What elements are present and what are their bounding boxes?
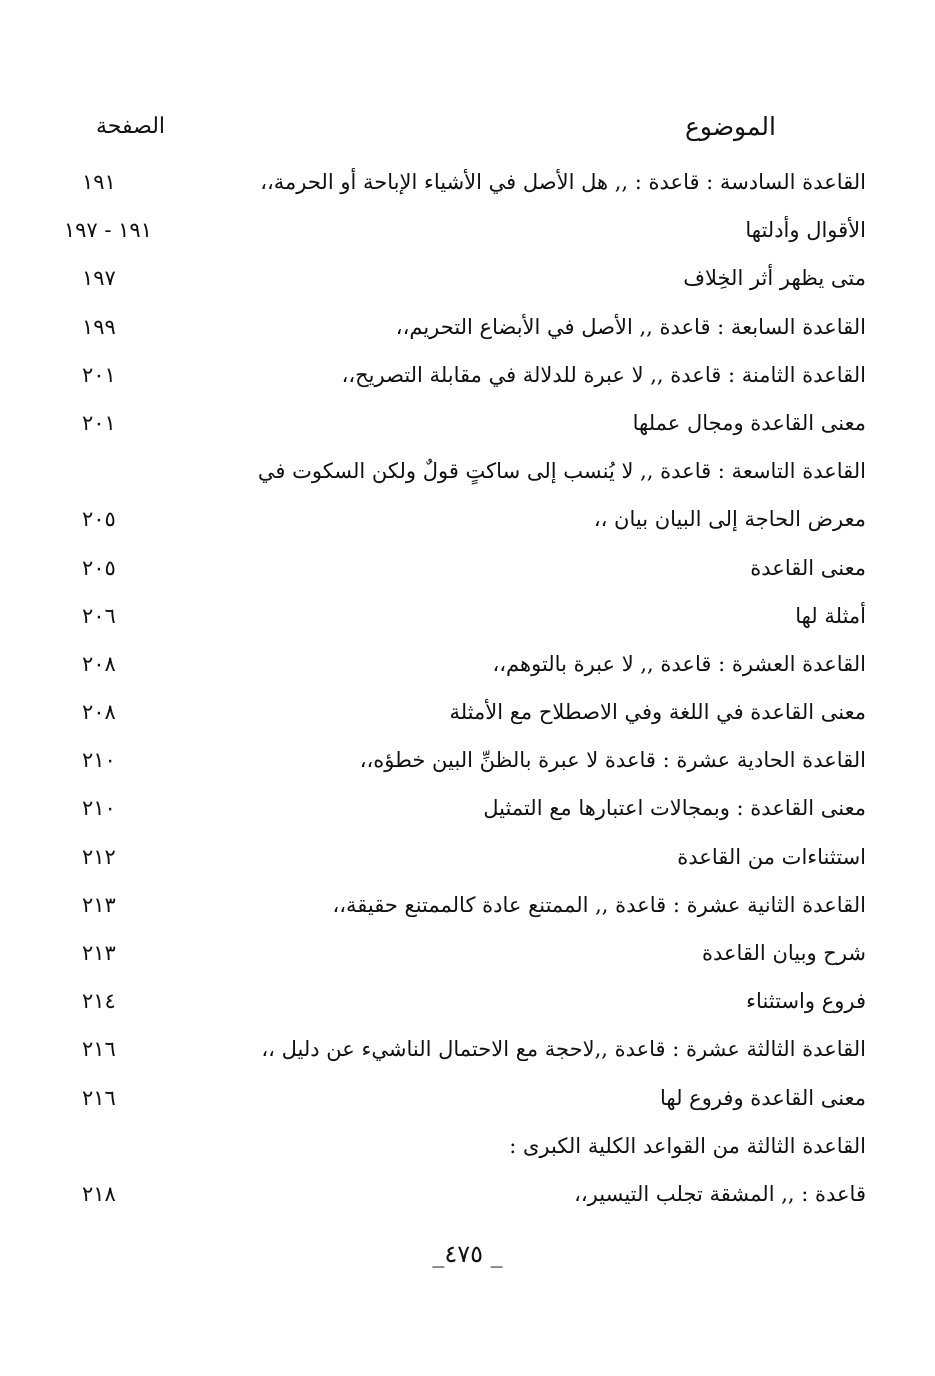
topic-column-heading: الموضوع	[685, 112, 776, 141]
toc-entry-page: ١٩١	[82, 170, 116, 194]
toc-entry-title: معنى القاعدة	[750, 555, 866, 580]
page-column-heading: الصفحة	[96, 114, 166, 139]
toc-entry-page: ١٩٩	[82, 314, 116, 339]
toc-entry-title: القاعدة الثانية عشرة : قاعدة ,, الممتنع عادة كالممتنع حقيقة،،	[332, 892, 866, 917]
toc-entry	[82, 977, 866, 1025]
toc-entry-title: متى يظهر أثر الخِلاف	[683, 266, 866, 291]
toc-entry	[82, 929, 866, 977]
toc-entry-page: ٢١٣	[82, 941, 116, 965]
toc-entry-title: معنى القاعدة في اللغة وفي الاصطلاح مع الأمثلة	[449, 700, 866, 725]
toc-entry-title: الأقوال وأدلتها	[745, 218, 866, 243]
toc-entry-page: ٢١٦	[82, 1085, 116, 1110]
toc-entry	[82, 158, 866, 206]
toc-entry	[82, 495, 866, 543]
toc-entry-title: معنى القاعدة ومجال عملها	[632, 410, 866, 435]
toc-entry	[82, 688, 866, 736]
toc-entry-page: ١٩٧	[82, 266, 116, 291]
toc-entry-page: ٢٠١	[82, 410, 116, 435]
toc-entry-title: قاعدة : ,, المشقة تجلب التيسير،،	[574, 1181, 866, 1206]
toc-entry	[82, 640, 866, 688]
toc-entry-page: ٢٠٨	[82, 651, 116, 676]
toc-entry	[82, 399, 866, 447]
toc-entry	[82, 1122, 866, 1170]
toc-entry	[63, 206, 866, 254]
toc-entry	[82, 303, 866, 351]
toc-entry-title: القاعدة التاسعة : قاعدة ,, لا يُنسب إلى ساكتٍ قولٌ ولكن السكوت في	[257, 459, 866, 484]
toc-entry	[82, 1025, 866, 1073]
table-of-contents	[63, 158, 866, 1218]
toc-entry-title: القاعدة الثالثة عشرة : قاعدة ,,لاحجة مع الاحتمال الناشيء عن دليل ،،	[261, 1037, 866, 1062]
page-number: _٤٧٥ _	[432, 1240, 503, 1268]
toc-entry	[82, 1170, 866, 1218]
toc-entry-title: القاعدة السابعة : قاعدة ,, الأصل في الأبضاع التحريم،،	[395, 314, 866, 339]
toc-header	[96, 112, 776, 152]
toc-entry-page: ٢١٠	[82, 748, 116, 773]
toc-entry-page: ٢٠٦	[82, 603, 116, 628]
toc-entry-title: معرض الحاجة إلى البيان بيان ،،	[593, 507, 866, 532]
toc-entry-page: ٢١٠	[82, 796, 116, 821]
toc-entry-title: القاعدة الثالثة من القواعد الكلية الكبرى :	[509, 1133, 866, 1158]
toc-entry-title: أمثلة لها	[795, 603, 866, 628]
toc-entry-title: القاعدة السادسة : قاعدة : ,, هل الأصل في الأشياء الإباحة أو الحرمة،،	[260, 170, 866, 194]
toc-entry	[82, 254, 866, 302]
toc-entry	[82, 881, 866, 929]
toc-entry-page: ٢١٤	[82, 989, 116, 1014]
toc-entry-title: القاعدة العشرة : قاعدة ,, لا عبرة بالتوهم،،	[492, 651, 866, 676]
toc-entry	[82, 592, 866, 640]
toc-entry-page: ٢٠١	[82, 362, 116, 387]
toc-entry-title: استثناءات من القاعدة	[677, 844, 866, 869]
toc-entry-title: القاعدة الثامنة : قاعدة ,, لا عبرة للدلالة في مقابلة التصريح،،	[341, 362, 866, 387]
toc-entry-page: ١٩١ - ١٩٧	[63, 218, 152, 243]
toc-entry-title: القاعدة الحادية عشرة : قاعدة لا عبرة بالظنِّ البين خطؤه،،	[359, 748, 866, 773]
toc-entry	[82, 544, 866, 592]
toc-entry	[82, 833, 866, 881]
toc-entry-title: شرح وبيان القاعدة	[701, 941, 866, 965]
toc-entry	[82, 351, 866, 399]
toc-entry-page: ٢١٣	[82, 892, 116, 917]
toc-entry-page: ٢١٨	[82, 1181, 116, 1206]
toc-entry-page: ٢٠٥	[82, 555, 116, 580]
toc-entry-title: معنى القاعدة وفروع لها	[660, 1085, 866, 1110]
toc-entry	[82, 447, 866, 495]
toc-entry-page: ٢١٢	[82, 844, 116, 869]
toc-entry	[82, 736, 866, 784]
toc-entry-title: فروع واستثناء	[746, 989, 866, 1014]
toc-entry-page: ٢٠٥	[82, 507, 116, 532]
toc-entry-title: معنى القاعدة : وبمجالات اعتبارها مع التمثيل	[483, 796, 866, 821]
toc-entry-page: ٢٠٨	[82, 700, 116, 725]
toc-entry	[82, 784, 866, 832]
toc-entry-page: ٢١٦	[82, 1037, 116, 1062]
toc-entry	[82, 1074, 866, 1122]
